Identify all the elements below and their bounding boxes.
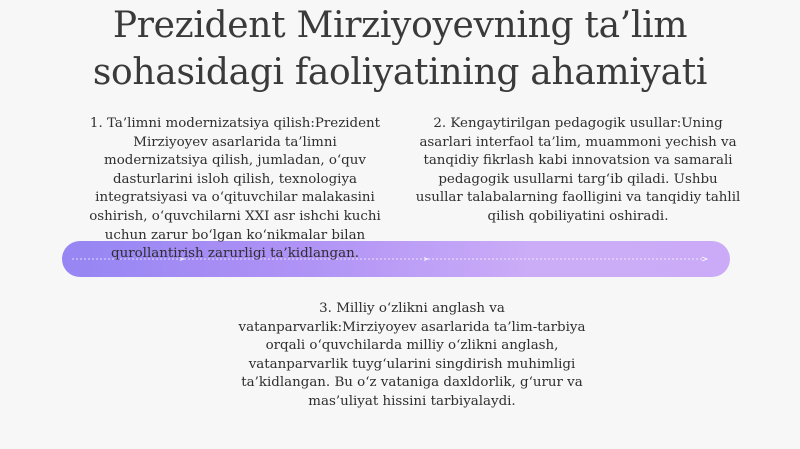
slide-title: Prezident Mirziyoyevning ta’lim sohasidagi faoliyatining ahamiyati (92, 5, 708, 93)
timeline-item-1-text: 1. Ta’limni modernizatsiya qilish:Prezident Mirziyoyev asarlarida ta’limni modernizatsiya qilish, jumladan, o‘quv dasturlarini isloh qilish, texnologiya integratsiyasi va o‘qituvchilar malakasini oshirish, o‘quvchilarni XXI asr ishchi kuchi uchun zarur bo‘lgan ko‘nikmalar bilan qurollantirish zarurligi ta’kidlangan. (89, 116, 381, 262)
timeline-item-2-text: 2. Kengaytirilgan pedagogik usullar:Uning asarlari interfaol ta’lim, muammoni yechish va tanqidiy fikrlash kabi innovatsion va samarali pedagogik usullarni targ‘ib qiladi. Ushbu usullar talabalarning faolligini va tanqidiy tahlil qilish qobiliyatini oshiradi. (415, 116, 741, 224)
timeline-item-3-text: 3. Milliy o‘zlikni anglash va vatanparvarlik:Mirziyoyev asarlarida ta’lim-tarbiya orqali o‘quvchilarda milliy o‘zlikni anglash, vatanparvarlik tuyg‘ularini singdirish muhimligi ta’kidlangan. Bu o‘z vataniga daxldorlik, g‘urur va mas’uliyat hissini tarbiyalaydi. (238, 301, 586, 409)
